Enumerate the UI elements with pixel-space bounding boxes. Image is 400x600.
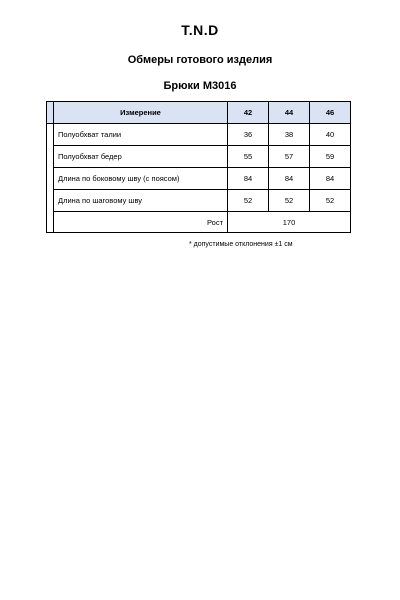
table-row	[47, 146, 351, 168]
product-name: Брюки М3016	[163, 80, 237, 92]
row-value: 52	[228, 190, 269, 212]
row-value: 55	[228, 146, 269, 168]
header-size-44: 44	[269, 102, 310, 124]
header-measurement-label: Измерение	[54, 102, 228, 124]
measurements-table	[46, 101, 351, 233]
tolerance-note: * допустимые отклонения ±1 см	[189, 241, 293, 248]
row-name: Длина по боковому шву (с поясом)	[54, 168, 228, 190]
row-name: Полуобхват талии	[54, 124, 228, 146]
header-size-46: 46	[310, 102, 351, 124]
brand-name: T.N.D	[181, 22, 219, 38]
header-size-42: 42	[228, 102, 269, 124]
height-row	[47, 212, 351, 233]
row-value: 57	[269, 146, 310, 168]
header-spacer-cell	[47, 102, 54, 124]
table-row	[47, 190, 351, 212]
height-label: Рост	[54, 212, 228, 233]
row-value: 84	[310, 168, 351, 190]
row-value: 52	[310, 190, 351, 212]
row-value: 38	[269, 124, 310, 146]
row-name: Полуобхват бедер	[54, 146, 228, 168]
table-row	[47, 168, 351, 190]
row-value: 84	[228, 168, 269, 190]
height-value: 170	[228, 212, 351, 233]
left-spacer-cell	[47, 124, 54, 233]
row-value: 59	[310, 146, 351, 168]
document-title: Обмеры готового изделия	[127, 54, 273, 66]
table-header-row	[47, 102, 351, 124]
row-value: 52	[269, 190, 310, 212]
row-name: Длина по шаговому шву	[54, 190, 228, 212]
table-spacer-row	[47, 124, 351, 146]
row-value: 84	[269, 168, 310, 190]
row-value: 36	[228, 124, 269, 146]
row-value: 40	[310, 124, 351, 146]
